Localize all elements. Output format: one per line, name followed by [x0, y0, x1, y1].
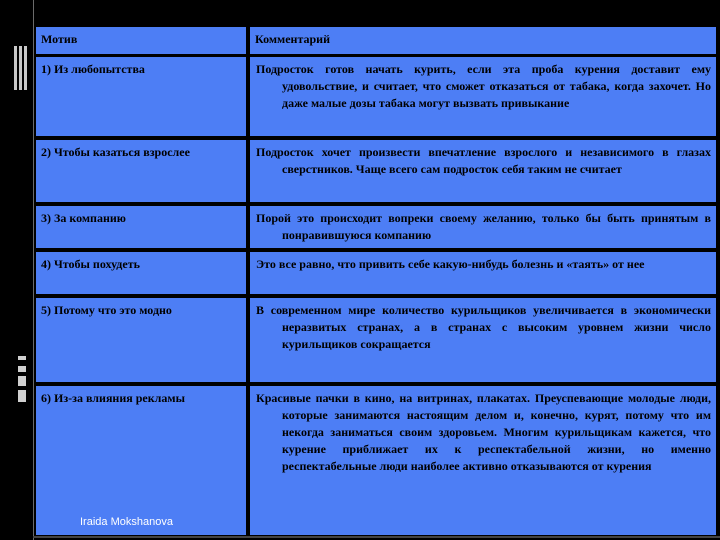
header-cell-comment: Комментарий — [250, 27, 716, 54]
decorative-squares-icon — [18, 356, 28, 406]
left-decorative-strip — [0, 0, 32, 540]
bottom-divider — [33, 536, 720, 538]
table-row-3-comment — [250, 206, 716, 248]
table-row-4-comment — [250, 252, 716, 294]
table-row-1-comment — [250, 57, 716, 136]
table-row-2-motive: 2) Чтобы казаться взрослее — [36, 140, 246, 202]
comment-text: Это все равно, что привить себе какую-нибудь болезнь и «таять» от нее — [256, 257, 645, 271]
table-row-3-motive: 3) За компанию — [36, 206, 246, 248]
comment-text: Подросток хочет произвести впечатление взрослого и независимого в глазах сверстников. Чаще всего сам подросток себя таким не считает — [256, 145, 711, 176]
header-cell-motive: Мотив — [36, 27, 246, 54]
table-row-6-motive: 6) Из-за влияния рекламы — [36, 386, 246, 535]
comment-text: Подросток готов начать курить, если эта проба курения доставит ему удовольствие, и считает, что сможет отказаться от табака, когда захочет. Но даже малые дозы табака могут вызвать привыкание — [256, 62, 711, 110]
vertical-divider — [33, 0, 34, 540]
table-row-2-comment — [250, 140, 716, 202]
comment-text: Порой это происходит вопреки своему желанию, только бы быть принятым в понравившуюся компанию — [256, 211, 711, 242]
table-row-6-comment — [250, 386, 716, 535]
comment-text: В современном мире количество курильщиков увеличивается в экономически неразвитых странах, а в странах с высоким уровнем жизни число курильщиков сокращается — [256, 303, 711, 351]
author-footer: Iraida Mokshanova — [80, 516, 173, 528]
motives-table — [36, 27, 718, 535]
table-row-1-motive: 1) Из любопытства — [36, 57, 246, 136]
table-row-5-comment — [250, 298, 716, 382]
decorative-bars-icon — [14, 46, 30, 90]
table-row-5-motive: 5) Потому что это модно — [36, 298, 246, 382]
table-row-4-motive: 4) Чтобы похудеть — [36, 252, 246, 294]
comment-text: Красивые пачки в кино, на витринах, плакатах. Преуспевающие молодые люди, которые занимаются настоящим делом и, конечно, курят, потому что им некогда заниматься своим здоровьем. Многим курильщикам кажется, что курение приближает их к респектабельной жизни, но именно респектабельные люди наиболее активно отказываются от курения — [256, 391, 711, 473]
